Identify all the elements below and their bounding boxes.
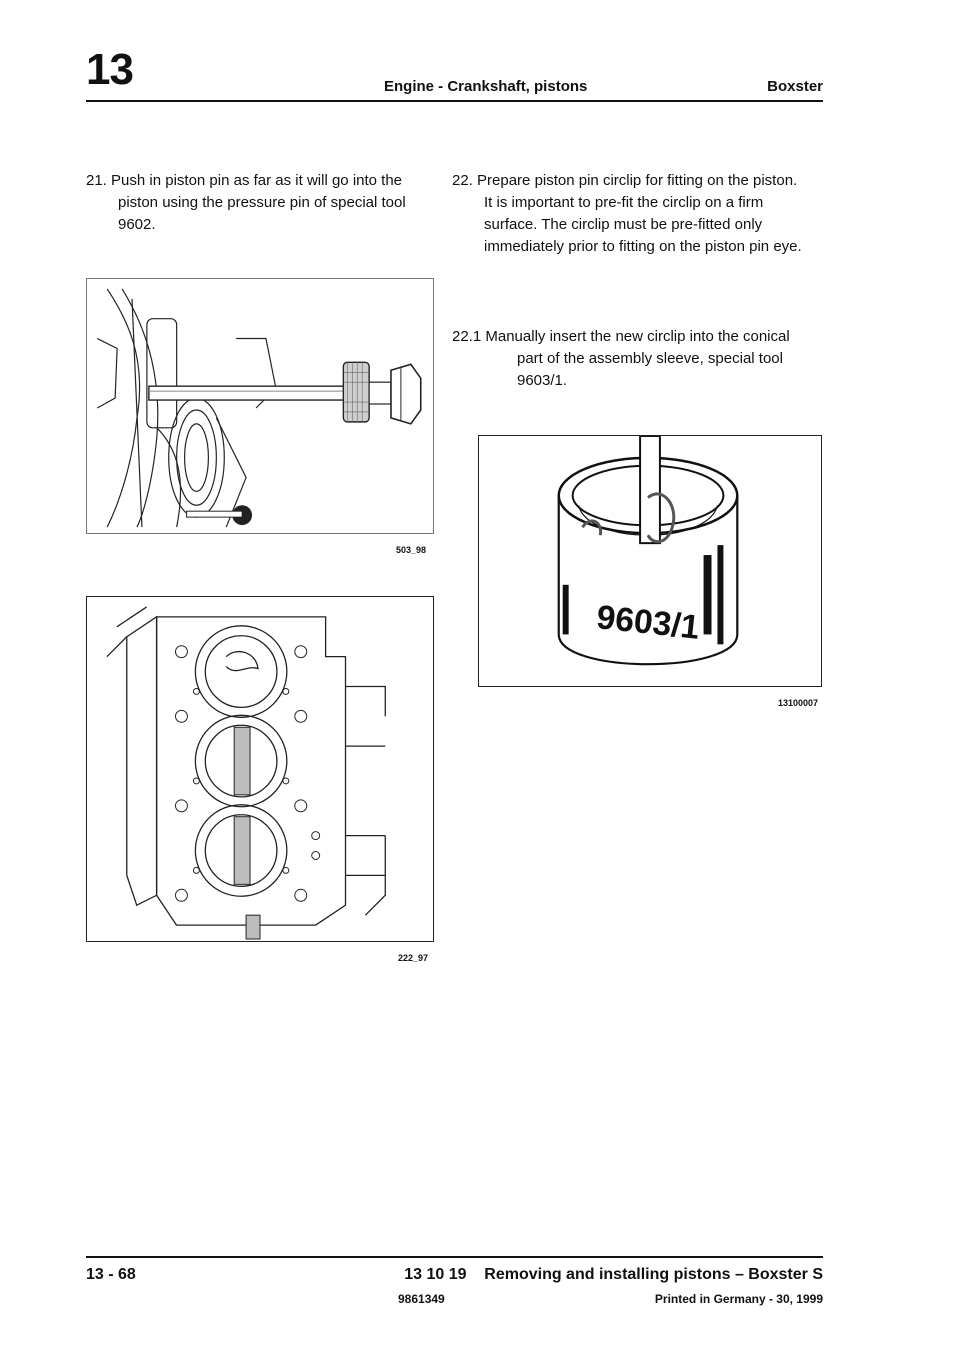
step-22-1-text <box>452 326 812 392</box>
step-22-1-number: 22.1 <box>452 328 482 345</box>
header-title: Engine - Crankshaft, pistons <box>384 78 588 95</box>
assembly-sleeve-illustration <box>479 436 821 686</box>
header-model: Boxster <box>767 78 823 95</box>
engine-block-illustration <box>87 597 433 941</box>
figure-press-piston-pin <box>86 278 434 534</box>
printed-info: Printed in Germany - 30, 1999 <box>654 1292 823 1306</box>
figure-assembly-sleeve <box>478 435 822 687</box>
figure-2-caption: 222_97 <box>398 953 429 963</box>
step-21-text <box>86 170 446 236</box>
part-number: 9861349 <box>398 1292 445 1306</box>
chapter-number: 13 <box>86 45 133 94</box>
page-number: 13 - 68 <box>86 1266 136 1283</box>
step-22 <box>452 170 812 258</box>
sleeve-tool-label: 9603/1 <box>594 598 702 647</box>
step-22-instruction: Prepare piston pin circlip for fitting on the piston. <box>477 172 798 189</box>
step-21 <box>86 170 446 236</box>
footer-title: 13 10 19 Removing and installing pistons – Boxster S <box>404 1266 823 1283</box>
footer-divider <box>86 1256 823 1258</box>
figure-engine-block <box>86 596 434 942</box>
figure-1-caption: 503_98 <box>396 545 427 555</box>
step-22-note: It is important to pre-fit the circlip on a firm surface. The circlip must be pre-fitted only immediately prior to fitting on the piston pin eye. <box>484 194 802 255</box>
step-22-1 <box>452 326 812 392</box>
step-22-text <box>452 170 812 192</box>
header-divider <box>86 100 823 102</box>
press-tool-illustration <box>87 279 433 533</box>
figure-3-caption: 13100007 <box>778 698 819 708</box>
step-21-instruction: Push in piston pin as far as it will go into the piston using the pressure pin of special tool 9602. <box>111 172 406 233</box>
step-21-number: 21. <box>86 172 107 189</box>
step-22-1-instruction: Manually insert the new circlip into the conical part of the assembly sleeve, special tool 9603/1. <box>485 328 790 389</box>
step-22-number: 22. <box>452 172 473 189</box>
